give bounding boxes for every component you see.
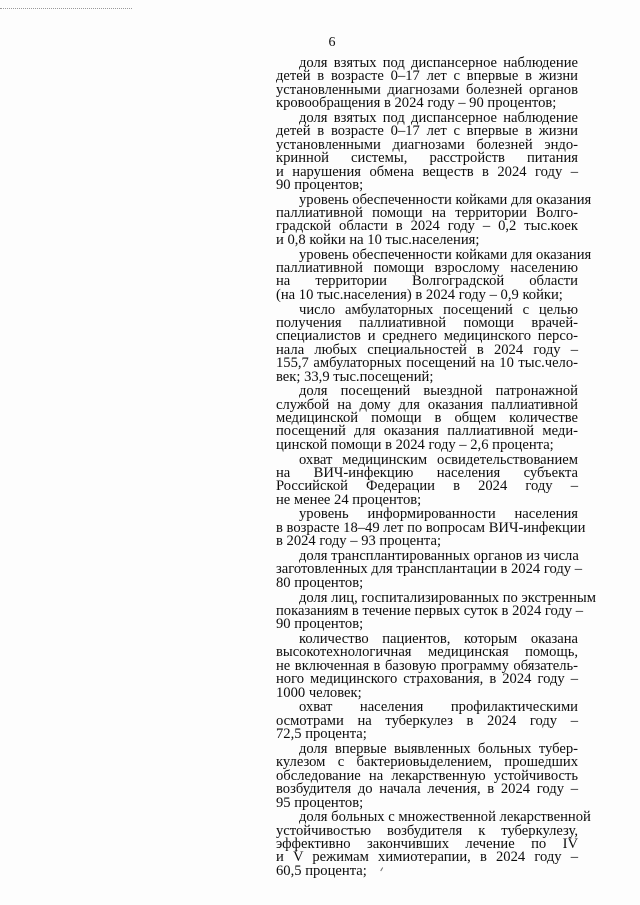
text-line: доля взятых под диспансерное наблюдение	[299, 55, 578, 71]
text-line: число амбулаторных посещений с целью	[299, 301, 578, 318]
text-line: доля трансплантированных органов из числа	[299, 548, 579, 564]
page-number: 6	[328, 35, 336, 50]
list-item	[276, 385, 578, 452]
text-line: ного медицинского страхования, в 2024 году –	[276, 671, 578, 688]
text-line: количество пациентов, которым оказана	[299, 631, 578, 648]
text-line: на территории Волгоградской области	[276, 273, 578, 290]
text-line: показаниям в течение первых суток в 2024 году –	[276, 602, 584, 619]
text-block	[276, 55, 596, 880]
text-line: специалистов и среднего медицинского персо-	[276, 328, 578, 345]
list-item	[276, 548, 582, 591]
text-line: в 2024 году – 93 процента;	[276, 533, 442, 550]
text-line: обследование на лекарственную устойчивость	[276, 767, 578, 784]
text-line: на ВИЧ-инфекцию населения субъекта	[276, 464, 578, 481]
text-line: век; 33,9 тыс.посещений;	[276, 368, 434, 385]
text-line: доля посещений выездной патронажной	[299, 383, 578, 400]
text-line: паллиативной помощи взрослому населению	[276, 259, 578, 276]
text-line: получения паллиативной помощи врачей-	[276, 314, 578, 331]
text-line: эффективно закончивших лечение по IV	[276, 836, 578, 853]
list-item	[276, 740, 578, 811]
text-line: кровообращения в 2024 году – 90 процентов;	[276, 95, 557, 112]
text-line: градской области в 2024 году – 0,2 тыс.коек	[276, 218, 578, 235]
list-item	[276, 633, 578, 700]
text-line: 80 процентов;	[276, 574, 364, 591]
text-line: 60,5 процента;	[276, 862, 367, 879]
text-line: не включенная в базовую программу обязатель-	[276, 657, 578, 674]
text-line: медицинской помощи в общем количестве	[276, 410, 578, 427]
list-item	[276, 451, 578, 508]
text-line: паллиативной помощи на территории Волго-	[276, 205, 578, 222]
text-line: не менее 24 процентов;	[276, 491, 422, 508]
list-item	[276, 506, 586, 550]
text-line: 1000 человек;	[276, 684, 362, 701]
list-item	[276, 109, 578, 193]
text-line: уровень обеспеченности койками для оказания	[299, 246, 592, 263]
text-line: заготовленных для трансплантации в 2024 году –	[276, 561, 582, 578]
text-line: детей в возрасте 0–17 лет с впервые в жизни	[276, 123, 578, 140]
text-line: 90 процентов;	[276, 616, 364, 633]
text-line: доля взятых под диспансерное наблюдение	[299, 109, 578, 126]
text-line: осмотрами на туберкулез в 2024 году –	[276, 712, 578, 729]
text-line: цинской помощи в 2024 году – 2,6 процента;	[276, 436, 554, 453]
text-line: высокотехнологичная медицинская помощь,	[276, 644, 578, 661]
text-line: детей в возрасте 0–17 лет с впервые в жизни	[276, 68, 578, 85]
text-line: кулезом с бактериовыделением, прошедших	[276, 754, 578, 771]
text-line: нала любых специальностей в 2024 году –	[276, 341, 578, 358]
text-line: в возрасте 18–49 лет по вопросам ВИЧ-инфекции	[276, 519, 586, 536]
text-line: установленными диагнозами болезней органов	[276, 81, 578, 98]
text-line: устойчивостью возбудителя к туберкулезу,	[276, 822, 578, 839]
text-line: охват населения профилактическими	[299, 699, 578, 716]
list-item	[276, 57, 578, 111]
text-line: уровень обеспеченности койками для оказания	[299, 191, 592, 208]
text-line: 155,7 амбулаторных посещений на 10 тыс.чело-	[276, 355, 578, 372]
list-item	[276, 191, 592, 248]
text-line: (на 10 тыс.населения) в 2024 году – 0,9 койки;	[276, 286, 563, 303]
text-line: и V режимам химиотерапии, в 2024 году –	[276, 849, 578, 866]
text-line: доля впервые выявленных больных тубер-	[299, 740, 578, 757]
text-line: и 0,8 койки на 10 тыс.населения;	[276, 231, 480, 248]
text-line: охват медицинским освидетельствованием	[299, 451, 578, 468]
list-item	[276, 701, 578, 741]
text-line: доля лиц, госпитализированных по экстренным	[299, 589, 596, 606]
list-item	[276, 301, 578, 385]
list-item	[276, 589, 596, 633]
text-line: службой на дому для оказания паллиативной	[276, 396, 578, 413]
text-line: Российской Федерации в 2024 году –	[276, 478, 578, 495]
text-line: 72,5 процента;	[276, 726, 367, 743]
text-line: уровень информированности населения	[299, 506, 578, 523]
list-item	[276, 246, 592, 303]
list-item	[276, 809, 591, 879]
text-line: доля больных с множественной лекарственной	[299, 809, 591, 826]
text-line: и нарушения обмена веществ в 2024 году –	[276, 163, 578, 180]
text-line: посещений для оказания паллиативной меди-	[276, 423, 578, 440]
text-line: установленными диагнозами болезней эндо-	[276, 136, 578, 153]
top-dotted-line	[0, 8, 132, 9]
text-line: возбудителя до начала лечения, в 2024 году –	[276, 781, 578, 798]
text-line: кринной системы, расстройств питания	[276, 150, 578, 167]
text-line: 90 процентов;	[276, 176, 364, 193]
text-line: 95 процентов;	[276, 794, 364, 811]
